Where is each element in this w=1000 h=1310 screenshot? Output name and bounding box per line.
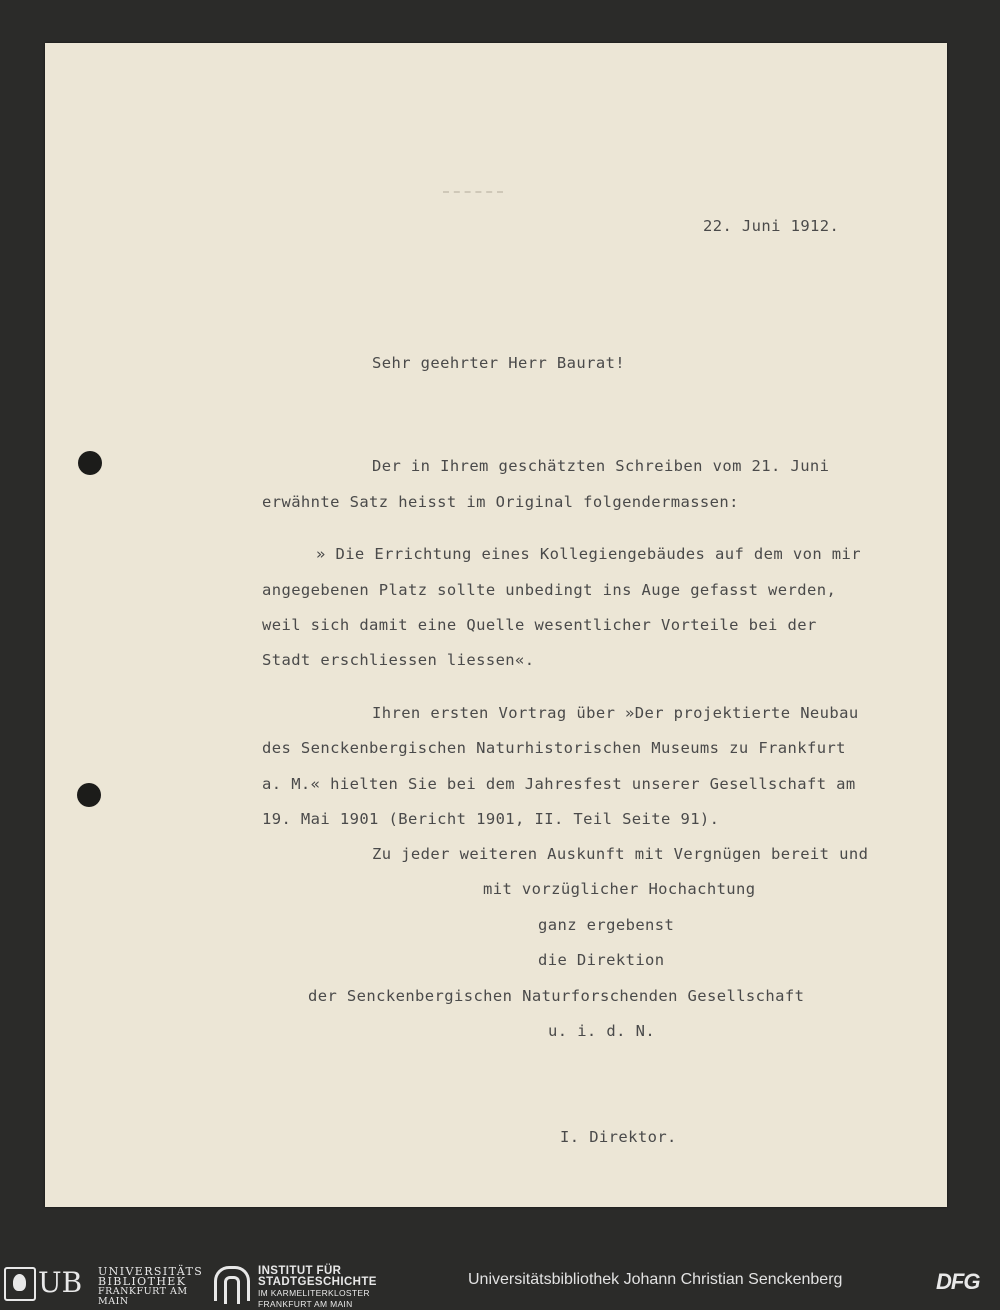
- isg-logo-line1: INSTITUT FÜR: [258, 1265, 342, 1277]
- body-line: 19. Mai 1901 (Bericht 1901, II. Teil Seite 91).: [262, 810, 720, 828]
- quote-line: Stadt erschliessen liessen«.: [262, 651, 535, 669]
- body-line: des Senckenbergischen Naturhistorischen Museums zu Frankfurt: [262, 739, 846, 757]
- letter-salutation: Sehr geehrter Herr Baurat!: [372, 354, 626, 372]
- isg-logo-line4: FRANKFURT AM MAIN: [258, 1299, 353, 1309]
- arch-icon: [214, 1266, 250, 1301]
- footer-bar: [0, 1259, 1000, 1309]
- body-line: Zu jeder weiteren Auskunft mit Vergnügen bereit und: [372, 845, 869, 863]
- closing-line: die Direktion: [538, 951, 665, 969]
- ub-logo-text: [98, 1267, 204, 1307]
- ub-logo-line3: FRANKFURT AM MAIN: [98, 1286, 188, 1307]
- ub-logo-line1: UNIVERSITÄTS: [98, 1265, 204, 1278]
- isg-logo: [214, 1265, 414, 1309]
- body-line: Ihren ersten Vortrag über »Der projektierte Neubau: [372, 704, 859, 722]
- closing-line: ganz ergebenst: [538, 916, 675, 934]
- isg-logo-line3: IM KARMELITERKLOSTER: [258, 1288, 370, 1298]
- dfg-logo: DFG: [936, 1269, 980, 1294]
- ub-logo: [4, 1265, 204, 1307]
- isg-logo-line2: STADTGESCHICHTE: [258, 1276, 377, 1288]
- ub-logo-short: UB: [38, 1266, 83, 1299]
- body-line: a. M.« hielten Sie bei dem Jahresfest unserer Gesellschaft am: [262, 775, 856, 793]
- faint-stamp-mark: [443, 191, 503, 197]
- letter-date: 22. Juni 1912.: [703, 217, 840, 235]
- quote-line: weil sich damit eine Quelle wesentlicher Vorteile bei der: [262, 616, 817, 634]
- punch-hole-top: [78, 451, 102, 475]
- closing-line: u. i. d. N.: [548, 1022, 656, 1040]
- body-line: Der in Ihrem geschätzten Schreiben vom 21. Juni: [372, 457, 830, 475]
- punch-hole-bottom: [77, 783, 101, 807]
- ub-logo-line2: BIBLIOTHEK: [98, 1275, 187, 1288]
- letter-page: [45, 43, 947, 1207]
- isg-logo-text: [258, 1266, 377, 1310]
- signature-line: I. Direktor.: [560, 1128, 677, 1146]
- ub-seal-icon: [4, 1267, 36, 1301]
- footer-title: Universitätsbibliothek Johann Christian Senckenberg: [468, 1271, 843, 1288]
- closing-line: der Senckenbergischen Naturforschenden Gesellschaft: [308, 987, 805, 1005]
- quote-line: » Die Errichtung eines Kollegiengebäudes auf dem von mir: [316, 545, 861, 563]
- closing-line: mit vorzüglicher Hochachtung: [483, 880, 756, 898]
- body-line: erwähnte Satz heisst im Original folgendermassen:: [262, 493, 739, 511]
- quote-line: angegebenen Platz sollte unbedingt ins Auge gefasst werden,: [262, 581, 837, 599]
